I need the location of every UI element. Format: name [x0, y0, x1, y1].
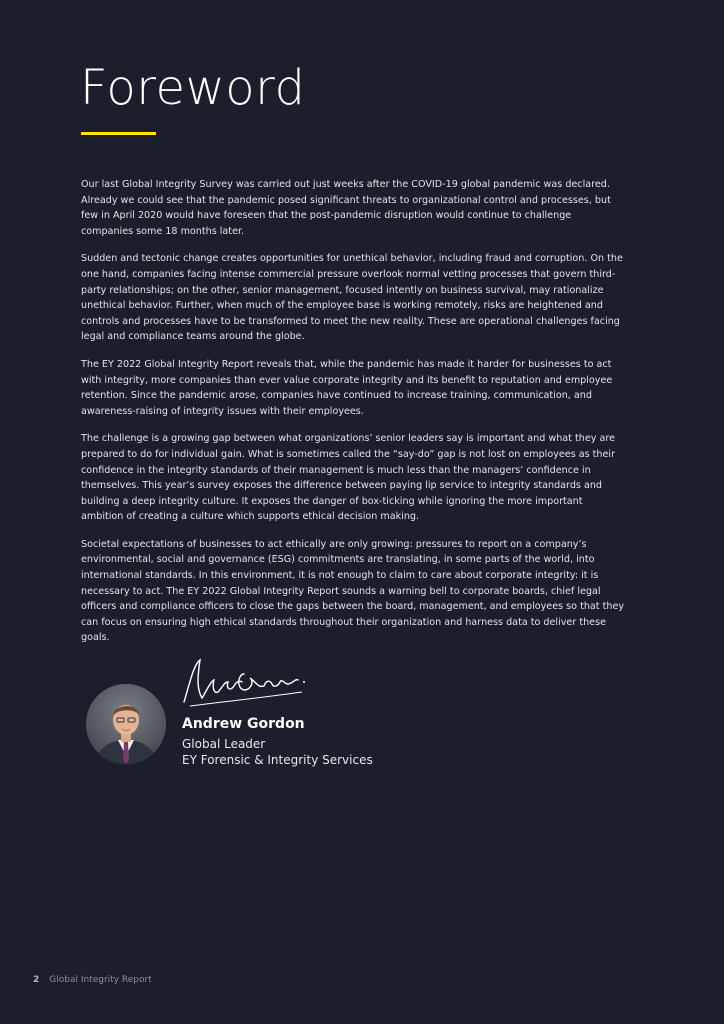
paragraph: Our last Global Integrity Survey was carried out just weeks after the COVID-19 global pandemic was declared. Already we could see that the pandemic posed significant threats to organizational control and processes, but few in April 2020 would have foreseen that the post-pandemic disruption would continue to challenge companies some 18 months later. — [81, 179, 611, 237]
paragraph: The challenge is a growing gap between what organizations’ senior leaders say is important and what they are prepared to do for individual gain. What is sometimes called the “say-do” gap is not lost on employees as their confidence in the integrity standards of their management is much less than the managers’ confidence in themselves. This year’s survey exposes the difference between paying lip service to integrity standards and building a deep integrity culture. It exposes the danger of box-ticking while ignoring the more important ambition of creating a culture which supports ethical decision making. — [81, 433, 616, 523]
handwritten-signature — [180, 652, 308, 712]
author-portrait — [86, 684, 166, 764]
report-name: Global Integrity Report — [49, 975, 152, 985]
signatory-name: Andrew Gordon — [182, 716, 305, 732]
page-footer — [33, 975, 152, 985]
title-accent-rule — [81, 132, 156, 135]
signatory-role: Global Leader — [182, 737, 266, 751]
page-title: Foreword — [80, 60, 306, 116]
paragraph: Societal expectations of businesses to act ethically are only growing: pressures to report on a company’s environmental, social and governance (ESG) commitments are translating, in some parts of the world, into international standards. In this environment, it is not enough to claim to care about corporate integrity: it is necessary to act. The EY 2022 Global Integrity Report sounds a warning bell to corporate boards, chief legal officers and compliance officers to close the gaps between the board, management, and employees so that they can focus on ensuring high ethical standards throughout their organization and harness data to deliver these goals. — [81, 538, 625, 644]
paragraph: Sudden and tectonic change creates opportunities for unethical behavior, including fraud and corruption. On the one hand, companies facing intense commercial pressure overlook normal vetting processes that govern third-party relationships; on the other, senior management, focused intently on business survival, may rationalize unethical behavior. Further, when much of the employee base is working remotely, risks are heightened and controls and processes have to be transformed to meet the new reality. These are operational challenges facing legal and compliance teams around the globe. — [81, 253, 623, 343]
page-number: 2 — [33, 975, 40, 985]
foreword-body — [81, 177, 626, 658]
signatory-organization: EY Forensic & Integrity Services — [182, 753, 373, 767]
paragraph: The EY 2022 Global Integrity Report reveals that, while the pandemic has made it harder for businesses to act with integrity, more companies than ever value corporate integrity and its benefit to reputation and employee retention. Since the pandemic arose, companies have continued to increase training, communication, and awareness-raising of integrity issues with their employees. — [81, 358, 613, 417]
